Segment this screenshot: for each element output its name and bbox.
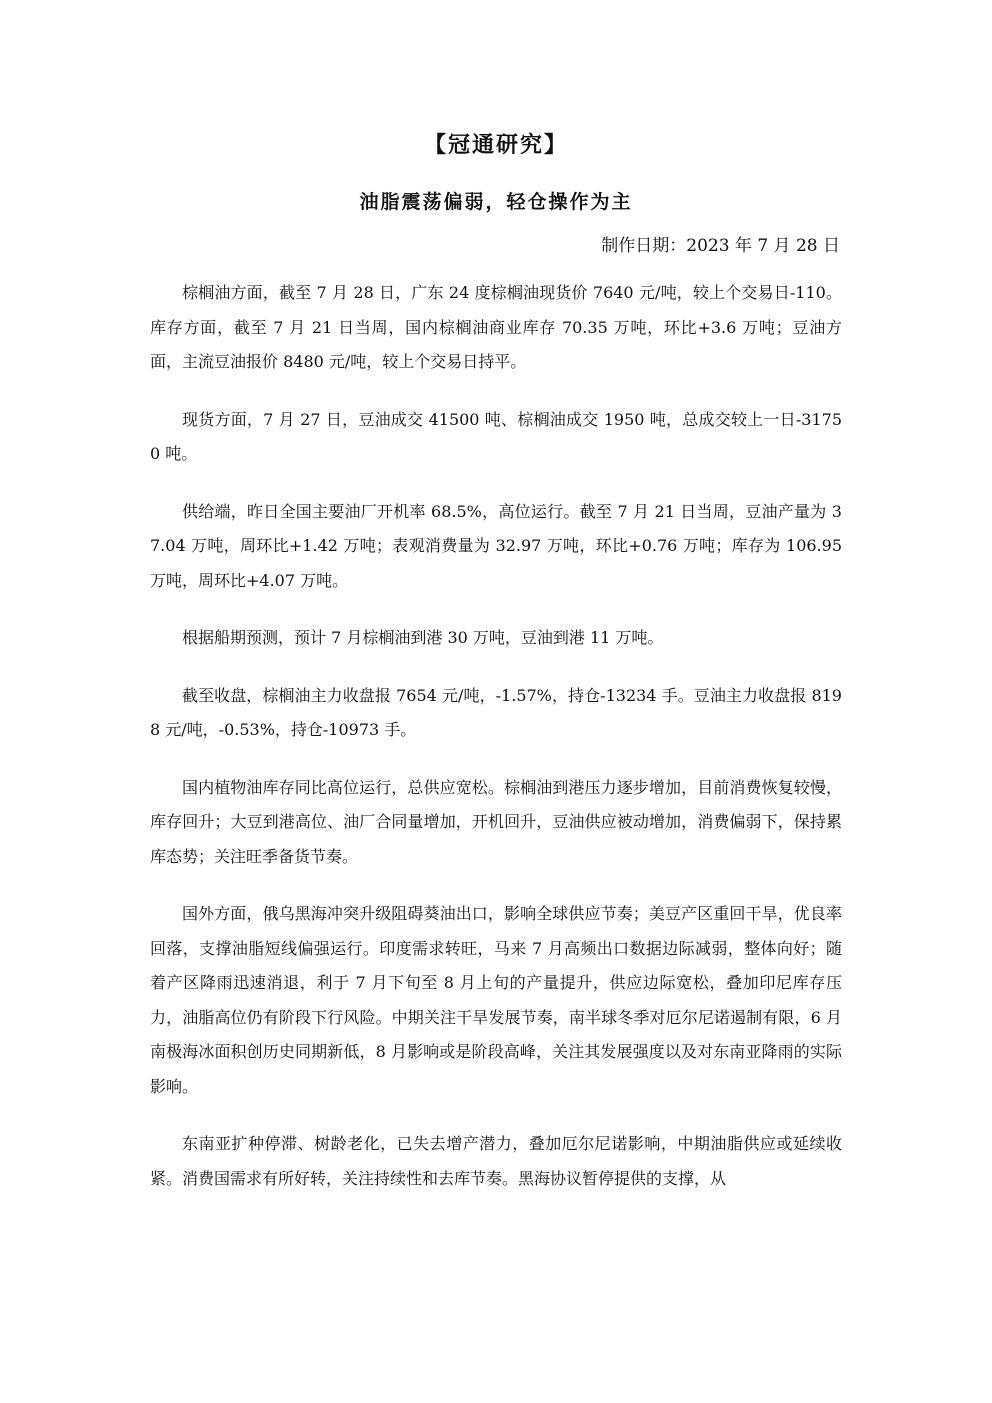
report-date: 制作日期：2023 年 7 月 28 日 bbox=[601, 236, 840, 256]
paragraph-southeast-asia: 东南亚扩种停滞、树龄老化，已失去增产潜力，叠加厄尔尼诺影响，中期油脂供应或延续收紧。消费国需求有所好转，关注持续性和去库节奏。黑海协议暂停提供的支撑，从 bbox=[150, 1134, 842, 1188]
paragraph-foreign-outlook: 国外方面，俄乌黑海冲突升级阻碍葵油出口，影响全球供应节奏；美豆产区重回干旱，优良率回落，支撑油脂短线偏强运行。印度需求转旺，马来 7 月高频出口数据边际减弱，整体向好；随着产区降雨迅速消退，利于 7 月下旬至 8 月上旬的产量提升，供应边际宽松，叠加印尼库存压力，油脂高位仍有阶段下行风险。中期关注干旱发展节奏，南半球冬季对厄尔尼诺遏制有限，6 月南极海冰面积创历史同期新低，8 月影响或是阶段高峰，关注其发展强度以及对东南亚降雨的实际影响。 bbox=[150, 904, 842, 1096]
paragraph-shipping-forecast: 根据船期预测，预计 7 月棕榈油到港 30 万吨，豆油到港 11 万吨。 bbox=[182, 628, 664, 647]
paragraph-palm-oil-spot: 棕榈油方面，截至 7 月 28 日，广东 24 度棕榈油现货价 7640 元/吨，较上个交易日-110。库存方面，截至 7 月 21 日当周，国内棕榈油商业库存 70.35 万吨，环比+3.6 万吨；豆油方面，主流豆油报价 8480 元/吨，较上个交易日持平。 bbox=[150, 283, 842, 371]
report-body bbox=[150, 276, 842, 1219]
report-series-header: 【冠通研究】 bbox=[423, 132, 568, 158]
paragraph-supply: 供给端，昨日全国主要油厂开机率 68.5%，高位运行。截至 7 月 21 日当周，豆油产量为 37.04 万吨，周环比+1.42 万吨；表观消费量为 32.97 万吨，环比+0.76 万吨；库存为 106.95 万吨，周环比+4.07 万吨。 bbox=[150, 501, 842, 590]
report-title: 油脂震荡偏弱，轻仓操作为主 bbox=[359, 191, 633, 213]
paragraph-spot-trading: 现货方面，7 月 27 日，豆油成交 41500 吨、棕榈油成交 1950 吨，总成交较上一日-31750 吨。 bbox=[150, 409, 842, 463]
paragraph-domestic-outlook: 国内植物油库存同比高位运行，总供应宽松。棕榈油到港压力逐步增加，目前消费恢复较慢，库存回升；大豆到港高位、油厂合同量增加，开机回升，豆油供应被动增加，消费偏弱下，保持累库态势；关注旺季备货节奏。 bbox=[150, 777, 842, 866]
paragraph-closing-prices: 截至收盘，棕榈油主力收盘报 7654 元/吨，-1.57%，持仓-13234 手。豆油主力收盘报 8198 元/吨，-0.53%，持仓-10973 手。 bbox=[150, 685, 842, 739]
